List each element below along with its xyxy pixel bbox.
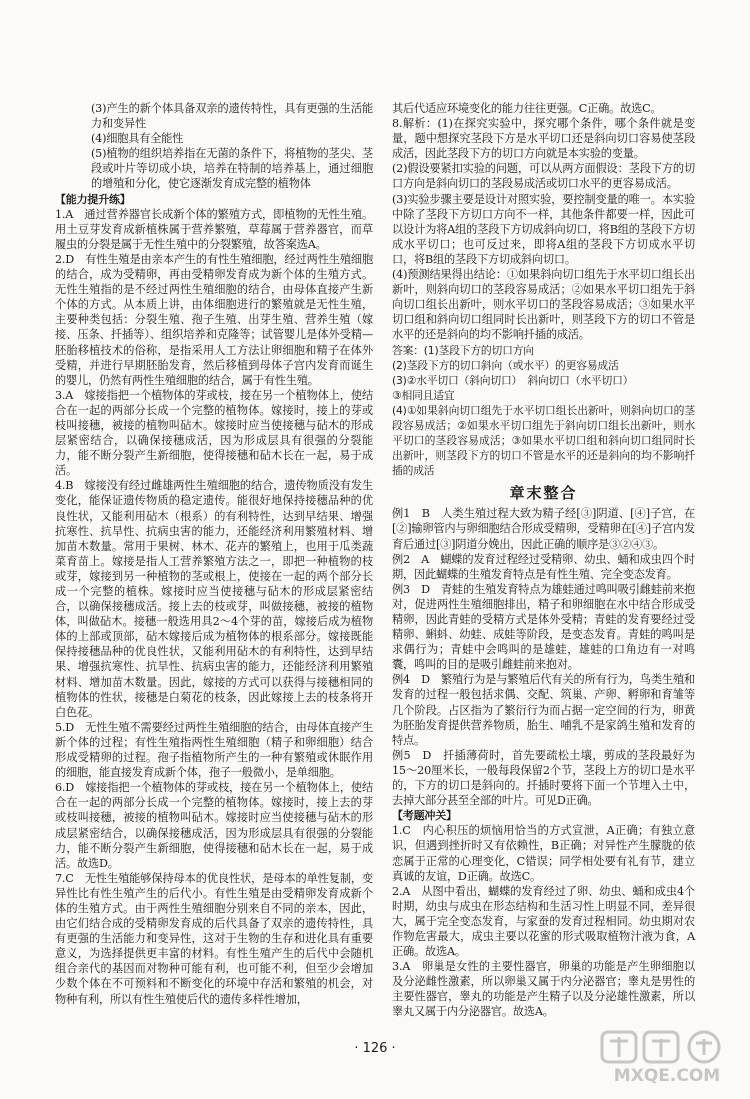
paragraph: 5.D 无性生殖不需要经过两性生殖细胞的结合，由母体直接产生新个体的过程；有性生殖指两性生殖细胞（精子和卵细胞）结合形成受精卵的过程。孢子指植物所产生的一种有繁殖或休眠作用的细胞，能直接发育成新个体，孢子一般微小，是单细胞。	[55, 720, 373, 780]
paragraph: 1.A 通过营养器官长成新个体的繁殖方式，即植物的无性生殖。用土豆芽发育成新植株属于营养繁殖，草莓属于营养器官，而草履虫的分裂是属于无性生殖中的分裂繁殖，故答案选A。	[55, 207, 373, 251]
paragraph: (4)①如果斜向切口组先于水平切口组长出新叶，则斜向切口的茎段容易成活；②如果水平切口组先于斜向切口组长出新叶，则水平切口的茎段容易成活；③如果水平切口组和斜向切口组同时长出新叶，则茎段下方的切口不管是水平的还是斜向的均不影响扦插的成活	[392, 403, 695, 478]
paragraph: (4)预测结果得出结论：①如果斜向切口组先于水平切口组长出新叶，则斜向切口的茎段容易成活；②如果水平切口组先于斜向切口组长出新叶，则水平切口的茎段容易成活；③如果水平切口组和斜向切口组同时长出新叶，则茎段下方的切口不管是水平的还是斜向的均不影响扦插的成活。	[392, 268, 695, 342]
paragraph: 2.A 从图中看出，蝴蝶的发育经过了卵、幼虫、蛹和成虫4个时期，幼虫与成虫在形态结构和生活习性上明显不同，差异很大，属于完全变态发育，与家蚕的发育过程相同。幼虫期对农作物危害最大，成虫主要以花蜜的形式吸取植物汁液为食，A正确。故选A。	[392, 884, 695, 959]
paragraph: 例2 A 蝴蝶的发育过程经过受精卵、幼虫、蛹和成虫四个时期，因此蝴蝶的生殖发育特点是有性生殖、完全变态发育。	[392, 552, 695, 581]
paragraph: 8.解析：(1)在探究实验中，探究哪个条件，哪个条件就是变量，题中想探究茎段下方是水平切口还是斜向切口容易使茎段成活，因此茎段下方的切口方向就是本实验的变量。	[392, 117, 695, 161]
paragraph: 3.A 卵巢是女性的主要性器官，卵巢的功能是产生卵细胞以及分泌雌性激素，所以卵巢又属于内分泌器官；睾丸是男性的主要性器官，睾丸的功能是产生精子以及分泌雄性激素，所以睾丸又属于内分泌器官。故选A。	[392, 960, 695, 1019]
paragraph: (3)产生的新个体具备双亲的遗传特性，具有更强的生活能力和变异性	[91, 102, 373, 131]
section-heading: 章末整合	[509, 484, 578, 503]
left-column	[55, 101, 373, 1007]
watermark-text: MXQE.COM	[613, 1066, 721, 1085]
paragraph: (3)实验步骤主要是设计对照实验，要控制变量的唯一。本实验中除了茎段下方切口方向不一样，其他条件都要一样，因此可以设计为将A组的茎段下方切成斜向切口，将B组的茎段下方切成水平切口；也可反过来，即将A组的茎段下方切成水平切口，将B组的茎段下方切成斜向切口。	[392, 192, 695, 266]
section-heading: 【能力提升练】	[55, 192, 131, 206]
right-column	[392, 101, 695, 1020]
paragraph: 例5 D 扦插薄荷时，首先要疏松土壤，剪成的茎段最好为15～20厘米长，一般每段保留2个节，茎段上方的切口是水平的，下方的切口是斜向的。扦插时要将下面一个节埋入土中，去掉大部分甚至全部的叶片。可见D正确。	[392, 748, 695, 808]
paragraph: 例3 D 青蛙的生殖发育特点为雄蛙通过鸣叫吸引雌蛙前来抱对，促进两性生殖细胞排出，精子和卵细胞在水中结合形成受精卵，因此青蛙的受精方式是体外受精；青蛙的发育要经过受精卵、蝌蚪、幼蛙、成蛙等阶段，是变态发育。青蛙的鸣叫是求偶行为；青蛙中会鸣叫的是雄蛙，雄蛙的口角边有一对鸣囊，鸣叫的目的是吸引雌蛙前来抱对。	[392, 582, 695, 672]
paragraph: (2)假设要紧扣实验的问题，可以从两方面假设：茎段下方的切口方向是斜向切口的茎段易成活或切口水平的更容易成活。	[392, 162, 695, 191]
paragraph: 例4 D 繁殖行为是与繁殖后代有关的所有行为，鸟类生殖和发育的过程一般包括求偶、交配、筑巢、产卵、孵卵和育雏等几个阶段。占区指为了繁衍行为而占据一定空间的行为，卵黄为胚胎发育提供营养物质，胎生、哺乳不是家鸽生殖和发育的特点。	[392, 673, 695, 747]
answer-stamp-icon	[602, 1032, 719, 1062]
paragraph: 其后代适应环境变化的能力往往更强。C正确。故选C。	[392, 102, 662, 115]
paragraph: 答案：(1)茎段下方的切口方向	[392, 343, 534, 357]
watermark-logo	[592, 1029, 742, 1085]
section-heading: 【考题冲关】	[392, 809, 457, 823]
paragraph: 4.B 嫁接没有经过雌雄两性生殖细胞的结合，遗传物质没有发生变化，能保证遗传物质的稳定遗传。能很好地保持接穗品种的优良性状，又能利用砧木（根系）的有利特性，达到早结果、增强抗寒性、抗旱性、抗病虫害的能力，还能经济利用繁殖材料、增加苗木数量。常用于果树、林木、花卉的繁殖上，也用于瓜类蔬菜育苗上。嫁接是指人工营养繁殖方法之一，即把一种植物的枝或芽，嫁接到另一种植物的茎或根上，使接在一起的两个部分长成一个完整的植株。嫁接时应当使接穗与砧木的形成层紧密结合，以确保接穗成活。接上去的枝或芽，叫做接穗，被接的植物体，叫做砧木。接穗一般选用具2～4个芽的苗，嫁接后成为植物体的上部或顶部，砧木嫁接后成为植物体的根系部分。嫁接既能保持接穗品种的优良性状，又能利用砧木的有利特性，达到早结果、增强抗寒性、抗旱性、抗病虫害的能力，还能经济利用繁殖材料、增加苗木数量。因此，嫁接的方式可以获得与接穗相同的植物体的性状，接穗是白菊花的枝条，因此嫁接上去的枝条将开白色花。	[55, 479, 373, 719]
paragraph: ③相同且适宜	[392, 388, 455, 402]
paragraph: 2.D 有性生殖是由亲本产生的有性生殖细胞，经过两性生殖细胞的结合，成为受精卵，再由受精卵发育成为新个体的生殖方式。无性生殖指的是不经过两性生殖细胞的结合，由母体直接产生新个体的方式。从本质上讲，由体细胞进行的繁殖就是无性生殖，主要种类包括：分裂生殖、孢子生殖、出芽生殖、营养生殖（嫁接、压条、扦插等）、组织培养和克隆等；试管婴儿是体外受精—胚胎移植技术的俗称，是指采用人工方法让卵细胞和精子在体外受精，并进行早期胚胎发育，然后移植到母体子宫内发育而诞生的婴儿，仍然有两性生殖细胞的结合，属于有性生殖。	[55, 252, 373, 387]
paragraph: (2)茎段下方的切口斜向（或水平）的更容易成活	[392, 358, 619, 372]
paragraph: (4)细胞具有全能性	[91, 132, 184, 146]
paragraph: (5)植物的组织培养指在无菌的条件下，将植物的茎尖、茎段或叶片等切成小块，培养在特制的培养基上，通过细胞的增殖和分化，使它逐渐发育成完整的植物体	[91, 147, 373, 191]
paragraph: 7.C 无性生殖能够保持母本的优良性状，是母本的单性复制，变异性比有性生殖产生的后代小。有性生殖是由受精卵发育成新个体的生殖方式。由于两性生殖细胞分别来自不同的亲本，因此，由它们结合成的受精卵发育成的后代具备了双亲的遗传特性，具有更强的生活能力和变异性，这对于生物的生存和进化具有重要意义，为选择提供更丰富的材料。有性生殖产生的后代中会随机组合亲代的基因而对物种可能有利，也可能不利，但至少会增加少数个体在不可预料和不断变化的环境中存活和繁殖的机会，对物种有利，所以有性生殖使后代的遗传多样性增加，	[55, 871, 373, 1006]
paragraph: 6.D 嫁接指把一个植物体的芽或枝，接在另一个植物体上，使结合在一起的两部分长成一个完整的植物体。嫁接时，接上去的芽或枝叫接穗，被接的植物叫砧木。嫁接时应当使接穗与砧木的形成层紧密结合，以确保接穗成活，因为形成层具有很强的分裂能力，能不断分裂产生新细胞，使得接穗和砧木长在一起，易于成活。故选D。	[55, 781, 373, 870]
page-number: · 126 ·	[354, 1041, 396, 1056]
paragraph: 例1 B 人类生殖过程大致为精子经[③]阴道、[④]子宫，在[②]输卵管内与卵细胞结合形成受精卵，受精卵在[④]子宫内发育后通过[③]阴道分娩出，因此正确的顺序是③②④③。	[392, 507, 695, 551]
paragraph: (3)②水平切口（斜向切口） 斜向切口（水平切口）	[392, 373, 634, 387]
paragraph: 1.C 内心积压的烦恼用恰当的方式宣泄，A正确；有独立意识，但遇到挫折时又有依赖性，B正确；对异性产生朦胧的依恋属于正常的心理变化，C错误；同学相处要有礼有节，建立真诚的友谊，D正确。故选C。	[392, 824, 695, 883]
paragraph: 3.A 嫁接指把一个植物体的芽或枝，接在另一个植物体上，使结合在一起的两部分长成一个完整的植物体。嫁接时，接上的芽或枝叫接穗，被接的植物叫砧木。嫁接时应当使接穗与砧木的形成层紧密结合，以确保接穗成活，因为形成层具有很强的分裂能力，能不断分裂产生新细胞，使得接穗和砧木长在一起，易于成活。	[55, 388, 373, 478]
